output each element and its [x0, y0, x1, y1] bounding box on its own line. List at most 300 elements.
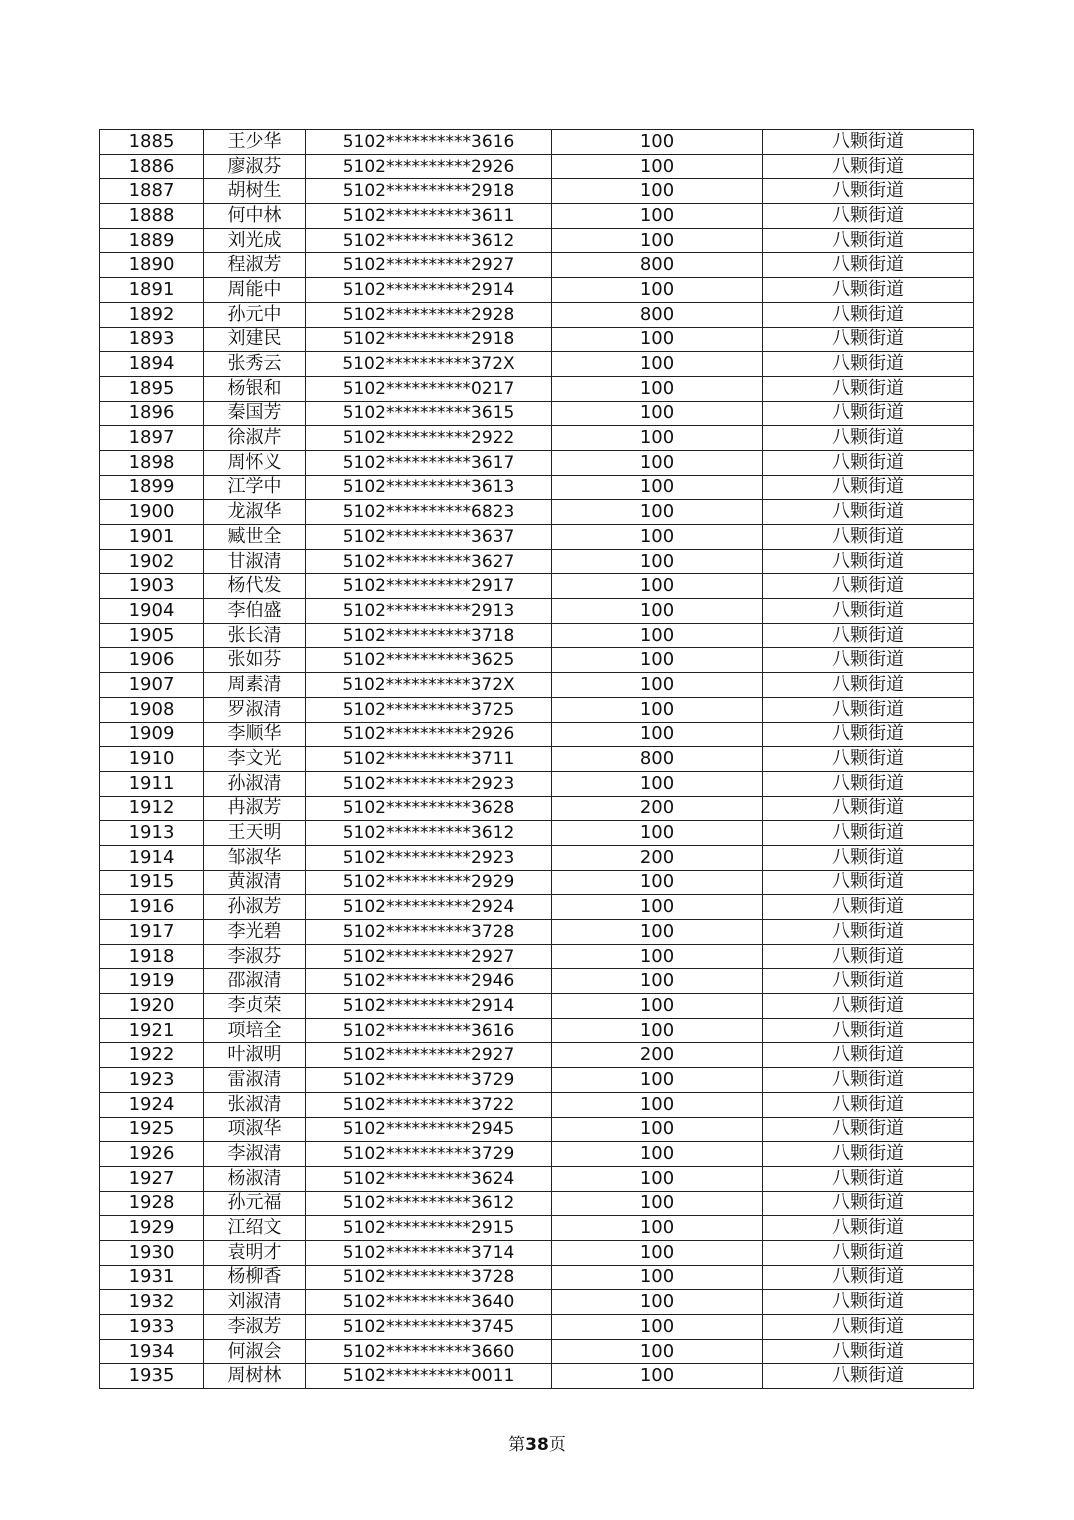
- name-cell: 刘淑清: [204, 1290, 306, 1315]
- amount-cell: 100: [552, 1117, 763, 1142]
- row-number-cell: 1914: [100, 845, 204, 870]
- row-number-cell: 1907: [100, 673, 204, 698]
- table-row: [100, 821, 974, 846]
- table-row: [100, 895, 974, 920]
- row-number-cell: 1895: [100, 376, 204, 401]
- table-row: [100, 450, 974, 475]
- amount-cell: 100: [552, 623, 763, 648]
- row-number-cell: 1927: [100, 1166, 204, 1191]
- name-cell: 雷淑清: [204, 1068, 306, 1093]
- id-number-cell: 5102**********3616: [306, 1018, 552, 1043]
- id-number-cell: 5102**********3613: [306, 475, 552, 500]
- name-cell: 李淑芬: [204, 944, 306, 969]
- row-number-cell: 1890: [100, 253, 204, 278]
- street-cell: 八颗街道: [763, 969, 974, 994]
- row-number-cell: 1910: [100, 747, 204, 772]
- amount-cell: 100: [552, 179, 763, 204]
- table-row: [100, 1265, 974, 1290]
- table-row: [100, 154, 974, 179]
- street-cell: 八颗街道: [763, 1191, 974, 1216]
- row-number-cell: 1926: [100, 1142, 204, 1167]
- table-row: [100, 747, 974, 772]
- row-number-cell: 1901: [100, 525, 204, 550]
- table-row: [100, 796, 974, 821]
- name-cell: 叶淑明: [204, 1043, 306, 1068]
- table-row: [100, 525, 974, 550]
- id-number-cell: 5102**********6823: [306, 500, 552, 525]
- table-row: [100, 870, 974, 895]
- amount-cell: 100: [552, 327, 763, 352]
- name-cell: 王少华: [204, 130, 306, 155]
- street-cell: 八颗街道: [763, 796, 974, 821]
- street-cell: 八颗街道: [763, 130, 974, 155]
- table-row: [100, 722, 974, 747]
- name-cell: 周能中: [204, 278, 306, 303]
- street-cell: 八颗街道: [763, 549, 974, 574]
- row-number-cell: 1913: [100, 821, 204, 846]
- name-cell: 杨柳香: [204, 1265, 306, 1290]
- amount-cell: 100: [552, 870, 763, 895]
- name-cell: 张淑清: [204, 1092, 306, 1117]
- table-row: [100, 204, 974, 229]
- amount-cell: 100: [552, 599, 763, 624]
- amount-cell: 100: [552, 401, 763, 426]
- name-cell: 李文光: [204, 747, 306, 772]
- table-row: [100, 1166, 974, 1191]
- name-cell: 刘光成: [204, 228, 306, 253]
- amount-cell: 100: [552, 376, 763, 401]
- row-number-cell: 1932: [100, 1290, 204, 1315]
- table-row: [100, 673, 974, 698]
- name-cell: 项培全: [204, 1018, 306, 1043]
- amount-cell: 100: [552, 228, 763, 253]
- name-cell: 秦国芳: [204, 401, 306, 426]
- street-cell: 八颗街道: [763, 1142, 974, 1167]
- amount-cell: 100: [552, 500, 763, 525]
- table-row: [100, 1018, 974, 1043]
- name-cell: 徐淑芹: [204, 426, 306, 451]
- name-cell: 张如芬: [204, 648, 306, 673]
- amount-cell: 100: [552, 574, 763, 599]
- street-cell: 八颗街道: [763, 747, 974, 772]
- table-row: [100, 1142, 974, 1167]
- street-cell: 八颗街道: [763, 1265, 974, 1290]
- table-body: [100, 130, 974, 1389]
- row-number-cell: 1919: [100, 969, 204, 994]
- amount-cell: 100: [552, 525, 763, 550]
- name-cell: 周怀义: [204, 450, 306, 475]
- amount-cell: 100: [552, 821, 763, 846]
- street-cell: 八颗街道: [763, 179, 974, 204]
- name-cell: 甘淑清: [204, 549, 306, 574]
- id-number-cell: 5102**********2924: [306, 895, 552, 920]
- row-number-cell: 1921: [100, 1018, 204, 1043]
- street-cell: 八颗街道: [763, 599, 974, 624]
- id-number-cell: 5102**********2917: [306, 574, 552, 599]
- row-number-cell: 1893: [100, 327, 204, 352]
- street-cell: 八颗街道: [763, 1166, 974, 1191]
- row-number-cell: 1904: [100, 599, 204, 624]
- street-cell: 八颗街道: [763, 994, 974, 1019]
- table-row: [100, 302, 974, 327]
- table-row: [100, 920, 974, 945]
- row-number-cell: 1933: [100, 1315, 204, 1340]
- row-number-cell: 1922: [100, 1043, 204, 1068]
- amount-cell: 800: [552, 747, 763, 772]
- table-row: [100, 623, 974, 648]
- row-number-cell: 1930: [100, 1240, 204, 1265]
- row-number-cell: 1887: [100, 179, 204, 204]
- id-number-cell: 5102**********0011: [306, 1364, 552, 1389]
- amount-cell: 100: [552, 895, 763, 920]
- amount-cell: 200: [552, 1043, 763, 1068]
- amount-cell: 100: [552, 1240, 763, 1265]
- id-number-cell: 5102**********3725: [306, 697, 552, 722]
- id-number-cell: 5102**********3728: [306, 1265, 552, 1290]
- amount-cell: 100: [552, 1339, 763, 1364]
- row-number-cell: 1920: [100, 994, 204, 1019]
- row-number-cell: 1908: [100, 697, 204, 722]
- street-cell: 八颗街道: [763, 1315, 974, 1340]
- id-number-cell: 5102**********2927: [306, 1043, 552, 1068]
- amount-cell: 100: [552, 722, 763, 747]
- table-row: [100, 845, 974, 870]
- table-row: [100, 994, 974, 1019]
- amount-cell: 100: [552, 1290, 763, 1315]
- name-cell: 张长清: [204, 623, 306, 648]
- id-number-cell: 5102**********2946: [306, 969, 552, 994]
- street-cell: 八颗街道: [763, 500, 974, 525]
- amount-cell: 100: [552, 1216, 763, 1241]
- table-row: [100, 376, 974, 401]
- name-cell: 李光碧: [204, 920, 306, 945]
- name-cell: 王天明: [204, 821, 306, 846]
- table-row: [100, 327, 974, 352]
- street-cell: 八颗街道: [763, 1290, 974, 1315]
- street-cell: 八颗街道: [763, 920, 974, 945]
- name-cell: 何中林: [204, 204, 306, 229]
- street-cell: 八颗街道: [763, 475, 974, 500]
- street-cell: 八颗街道: [763, 845, 974, 870]
- name-cell: 李淑清: [204, 1142, 306, 1167]
- table-row: [100, 228, 974, 253]
- id-number-cell: 5102**********3729: [306, 1142, 552, 1167]
- name-cell: 李伯盛: [204, 599, 306, 624]
- street-cell: 八颗街道: [763, 574, 974, 599]
- street-cell: 八颗街道: [763, 302, 974, 327]
- row-number-cell: 1929: [100, 1216, 204, 1241]
- id-number-cell: 5102**********372X: [306, 673, 552, 698]
- table-row: [100, 500, 974, 525]
- row-number-cell: 1934: [100, 1339, 204, 1364]
- page-label-prefix: 第: [508, 1435, 526, 1455]
- amount-cell: 100: [552, 1364, 763, 1389]
- row-number-cell: 1888: [100, 204, 204, 229]
- street-cell: 八颗街道: [763, 1068, 974, 1093]
- name-cell: 程淑芳: [204, 253, 306, 278]
- id-number-cell: 5102**********3612: [306, 1191, 552, 1216]
- id-number-cell: 5102**********2927: [306, 944, 552, 969]
- id-number-cell: 5102**********3640: [306, 1290, 552, 1315]
- name-cell: 罗淑清: [204, 697, 306, 722]
- id-number-cell: 5102**********2928: [306, 302, 552, 327]
- street-cell: 八颗街道: [763, 1240, 974, 1265]
- row-number-cell: 1891: [100, 278, 204, 303]
- id-number-cell: 5102**********0217: [306, 376, 552, 401]
- name-cell: 杨代发: [204, 574, 306, 599]
- name-cell: 何淑会: [204, 1339, 306, 1364]
- id-number-cell: 5102**********2914: [306, 278, 552, 303]
- table-row: [100, 771, 974, 796]
- table-row: [100, 1240, 974, 1265]
- name-cell: 孙元福: [204, 1191, 306, 1216]
- street-cell: 八颗街道: [763, 327, 974, 352]
- name-cell: 李顺华: [204, 722, 306, 747]
- amount-cell: 100: [552, 1265, 763, 1290]
- row-number-cell: 1918: [100, 944, 204, 969]
- street-cell: 八颗街道: [763, 154, 974, 179]
- street-cell: 八颗街道: [763, 525, 974, 550]
- row-number-cell: 1923: [100, 1068, 204, 1093]
- row-number-cell: 1897: [100, 426, 204, 451]
- table-row: [100, 278, 974, 303]
- table-row: [100, 1191, 974, 1216]
- id-number-cell: 5102**********3714: [306, 1240, 552, 1265]
- table-row: [100, 1068, 974, 1093]
- table-row: [100, 697, 974, 722]
- street-cell: 八颗街道: [763, 278, 974, 303]
- name-cell: 臧世全: [204, 525, 306, 550]
- amount-cell: 100: [552, 352, 763, 377]
- table-row: [100, 1043, 974, 1068]
- id-number-cell: 5102**********3617: [306, 450, 552, 475]
- amount-cell: 100: [552, 771, 763, 796]
- subsidy-table: [99, 129, 974, 1389]
- amount-cell: 100: [552, 1191, 763, 1216]
- table-row: [100, 426, 974, 451]
- street-cell: 八颗街道: [763, 426, 974, 451]
- amount-cell: 100: [552, 154, 763, 179]
- table-row: [100, 1315, 974, 1340]
- id-number-cell: 5102**********3627: [306, 549, 552, 574]
- street-cell: 八颗街道: [763, 944, 974, 969]
- street-cell: 八颗街道: [763, 401, 974, 426]
- row-number-cell: 1889: [100, 228, 204, 253]
- amount-cell: 100: [552, 426, 763, 451]
- id-number-cell: 5102**********2923: [306, 845, 552, 870]
- id-number-cell: 5102**********2914: [306, 994, 552, 1019]
- street-cell: 八颗街道: [763, 673, 974, 698]
- row-number-cell: 1924: [100, 1092, 204, 1117]
- amount-cell: 100: [552, 920, 763, 945]
- street-cell: 八颗街道: [763, 895, 974, 920]
- amount-cell: 100: [552, 1018, 763, 1043]
- amount-cell: 200: [552, 845, 763, 870]
- street-cell: 八颗街道: [763, 771, 974, 796]
- id-number-cell: 5102**********2923: [306, 771, 552, 796]
- row-number-cell: 1935: [100, 1364, 204, 1389]
- row-number-cell: 1916: [100, 895, 204, 920]
- table-row: [100, 352, 974, 377]
- amount-cell: 100: [552, 1315, 763, 1340]
- amount-cell: 100: [552, 1092, 763, 1117]
- id-number-cell: 5102**********2913: [306, 599, 552, 624]
- name-cell: 李贞荣: [204, 994, 306, 1019]
- row-number-cell: 1905: [100, 623, 204, 648]
- amount-cell: 100: [552, 944, 763, 969]
- amount-cell: 800: [552, 253, 763, 278]
- amount-cell: 100: [552, 1068, 763, 1093]
- name-cell: 周树林: [204, 1364, 306, 1389]
- table-row: [100, 1216, 974, 1241]
- table-row: [100, 130, 974, 155]
- amount-cell: 200: [552, 796, 763, 821]
- id-number-cell: 5102**********2918: [306, 179, 552, 204]
- row-number-cell: 1902: [100, 549, 204, 574]
- id-number-cell: 5102**********2927: [306, 253, 552, 278]
- amount-cell: 100: [552, 130, 763, 155]
- id-number-cell: 5102**********2922: [306, 426, 552, 451]
- page-number: 38: [525, 1435, 549, 1455]
- table-row: [100, 179, 974, 204]
- amount-cell: 100: [552, 1166, 763, 1191]
- street-cell: 八颗街道: [763, 1364, 974, 1389]
- street-cell: 八颗街道: [763, 1216, 974, 1241]
- name-cell: 龙淑华: [204, 500, 306, 525]
- id-number-cell: 5102**********2929: [306, 870, 552, 895]
- table-row: [100, 401, 974, 426]
- name-cell: 孙元中: [204, 302, 306, 327]
- street-cell: 八颗街道: [763, 648, 974, 673]
- id-number-cell: 5102**********2926: [306, 154, 552, 179]
- name-cell: 冉淑芳: [204, 796, 306, 821]
- id-number-cell: 5102**********3628: [306, 796, 552, 821]
- amount-cell: 100: [552, 1142, 763, 1167]
- page-footer: [0, 1430, 1074, 1455]
- id-number-cell: 5102**********3624: [306, 1166, 552, 1191]
- row-number-cell: 1911: [100, 771, 204, 796]
- street-cell: 八颗街道: [763, 1117, 974, 1142]
- row-number-cell: 1899: [100, 475, 204, 500]
- row-number-cell: 1909: [100, 722, 204, 747]
- id-number-cell: 5102**********2918: [306, 327, 552, 352]
- id-number-cell: 5102**********3718: [306, 623, 552, 648]
- table-row: [100, 253, 974, 278]
- street-cell: 八颗街道: [763, 1043, 974, 1068]
- table-row: [100, 1290, 974, 1315]
- street-cell: 八颗街道: [763, 697, 974, 722]
- id-number-cell: 5102**********3612: [306, 228, 552, 253]
- row-number-cell: 1928: [100, 1191, 204, 1216]
- id-number-cell: 5102**********3615: [306, 401, 552, 426]
- row-number-cell: 1917: [100, 920, 204, 945]
- table-row: [100, 549, 974, 574]
- table-row: [100, 1339, 974, 1364]
- page-label-suffix: 页: [548, 1435, 566, 1455]
- row-number-cell: 1912: [100, 796, 204, 821]
- table-row: [100, 944, 974, 969]
- id-number-cell: 5102**********3722: [306, 1092, 552, 1117]
- street-cell: 八颗街道: [763, 623, 974, 648]
- id-number-cell: 5102**********3611: [306, 204, 552, 229]
- id-number-cell: 5102**********2945: [306, 1117, 552, 1142]
- id-number-cell: 5102**********372X: [306, 352, 552, 377]
- table-row: [100, 599, 974, 624]
- name-cell: 胡树生: [204, 179, 306, 204]
- street-cell: 八颗街道: [763, 821, 974, 846]
- amount-cell: 100: [552, 994, 763, 1019]
- street-cell: 八颗街道: [763, 450, 974, 475]
- street-cell: 八颗街道: [763, 204, 974, 229]
- name-cell: 李淑芳: [204, 1315, 306, 1340]
- id-number-cell: 5102**********2926: [306, 722, 552, 747]
- name-cell: 项淑华: [204, 1117, 306, 1142]
- street-cell: 八颗街道: [763, 253, 974, 278]
- table-row: [100, 1092, 974, 1117]
- row-number-cell: 1931: [100, 1265, 204, 1290]
- row-number-cell: 1900: [100, 500, 204, 525]
- row-number-cell: 1892: [100, 302, 204, 327]
- street-cell: 八颗街道: [763, 352, 974, 377]
- amount-cell: 100: [552, 475, 763, 500]
- name-cell: 邵淑清: [204, 969, 306, 994]
- name-cell: 周素清: [204, 673, 306, 698]
- row-number-cell: 1925: [100, 1117, 204, 1142]
- id-number-cell: 5102**********3728: [306, 920, 552, 945]
- name-cell: 张秀云: [204, 352, 306, 377]
- table-row: [100, 1364, 974, 1389]
- table-row: [100, 574, 974, 599]
- id-number-cell: 5102**********3637: [306, 525, 552, 550]
- name-cell: 刘建民: [204, 327, 306, 352]
- table-row: [100, 475, 974, 500]
- row-number-cell: 1906: [100, 648, 204, 673]
- amount-cell: 100: [552, 969, 763, 994]
- name-cell: 杨银和: [204, 376, 306, 401]
- id-number-cell: 5102**********3616: [306, 130, 552, 155]
- id-number-cell: 5102**********3711: [306, 747, 552, 772]
- name-cell: 孙淑芳: [204, 895, 306, 920]
- street-cell: 八颗街道: [763, 722, 974, 747]
- street-cell: 八颗街道: [763, 1339, 974, 1364]
- row-number-cell: 1885: [100, 130, 204, 155]
- table-row: [100, 648, 974, 673]
- row-number-cell: 1896: [100, 401, 204, 426]
- name-cell: 邹淑华: [204, 845, 306, 870]
- street-cell: 八颗街道: [763, 1092, 974, 1117]
- row-number-cell: 1898: [100, 450, 204, 475]
- name-cell: 廖淑芬: [204, 154, 306, 179]
- id-number-cell: 5102**********3729: [306, 1068, 552, 1093]
- name-cell: 孙淑清: [204, 771, 306, 796]
- amount-cell: 100: [552, 648, 763, 673]
- amount-cell: 100: [552, 278, 763, 303]
- amount-cell: 100: [552, 549, 763, 574]
- name-cell: 江学中: [204, 475, 306, 500]
- amount-cell: 100: [552, 697, 763, 722]
- street-cell: 八颗街道: [763, 870, 974, 895]
- name-cell: 黄淑清: [204, 870, 306, 895]
- row-number-cell: 1903: [100, 574, 204, 599]
- id-number-cell: 5102**********3660: [306, 1339, 552, 1364]
- amount-cell: 100: [552, 450, 763, 475]
- row-number-cell: 1894: [100, 352, 204, 377]
- id-number-cell: 5102**********3745: [306, 1315, 552, 1340]
- id-number-cell: 5102**********3612: [306, 821, 552, 846]
- amount-cell: 800: [552, 302, 763, 327]
- street-cell: 八颗街道: [763, 228, 974, 253]
- street-cell: 八颗街道: [763, 1018, 974, 1043]
